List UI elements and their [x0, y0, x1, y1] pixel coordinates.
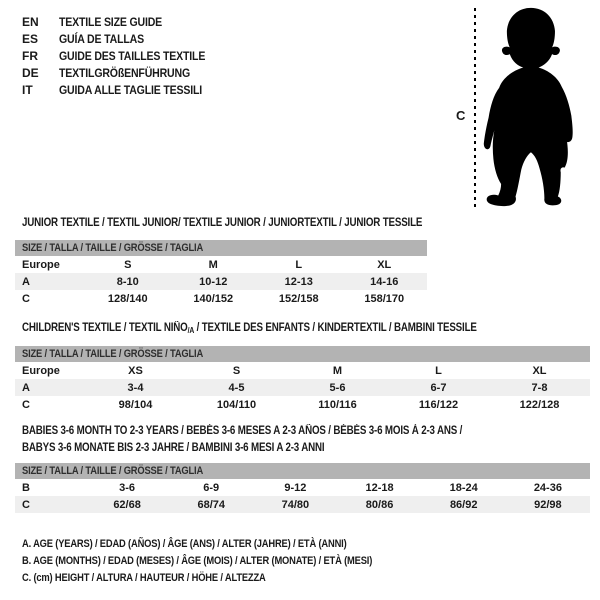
size-cell: 9-12 [284, 481, 307, 494]
size-cell: M [208, 258, 218, 271]
babies-title-line2: BABYS 3-6 MONATE BIS 2-3 JAHRE / BAMBINI 3-6 MESI A 2-3 ANNI [22, 442, 325, 454]
language-row [22, 82, 225, 99]
row-label-cell: A [15, 379, 85, 396]
language-code: DE [22, 66, 39, 80]
size-cell: 8-10 [85, 273, 171, 290]
size-cell: XL [532, 364, 547, 377]
size-cell: S [232, 364, 241, 377]
table-row [15, 290, 427, 307]
size-cell: 104/110 [216, 398, 257, 411]
size-cell: 5-6 [287, 379, 388, 396]
size-cell: 14-16 [342, 273, 428, 290]
size-cell: M [332, 364, 343, 377]
size-cell: 98/104 [118, 398, 153, 411]
height-measure-dashed-line [474, 8, 476, 207]
size-header-cell: SIZE / TALLA / TAILLE / GRÖSSE / TAGLIA [15, 463, 590, 479]
babies-title-line1: BABIES 3-6 MONTH TO 2-3 YEARS / BEBÉS 3-6 MESES A 2-3 AÑOS / BÉBÉS 3-6 MOIS À 2-3 ANS / [22, 425, 463, 437]
size-cell: 18-24 [449, 481, 478, 494]
junior-section-title: JUNIOR TEXTILE / TEXTIL JUNIOR/ TEXTILE JUNIOR / JUNIORTEXTIL / JUNIOR TESSILE [22, 217, 423, 229]
size-cell: 110/116 [318, 398, 357, 411]
note-age-months: B. AGE (MONTHS) / EDAD (MESES) / ÂGE (MOIS) / ALTER (MONATE) / ETÀ (MESI) [22, 555, 373, 567]
toddler-silhouette [480, 6, 578, 208]
language-list [22, 14, 225, 99]
language-code: IT [22, 83, 33, 97]
language-code: FR [22, 49, 38, 63]
size-cell: XL [377, 258, 392, 271]
language-row [22, 48, 225, 65]
table-row [15, 396, 590, 413]
size-cell: 10-12 [171, 273, 257, 290]
legend-notes [22, 536, 434, 587]
size-cell: 74/80 [253, 496, 337, 513]
language-label: GUIDA ALLE TAGLIE TESSILI [59, 83, 203, 97]
note-height-cm: C. (cm) HEIGHT / ALTURA / HAUTEUR / HÖHE / ALTEZZA [22, 572, 266, 584]
size-cell: 92/98 [506, 496, 590, 513]
size-cell: 6-7 [388, 379, 489, 396]
row-label-cell: C [15, 496, 85, 513]
size-cell: 3-4 [85, 379, 186, 396]
size-cell: 152/158 [278, 292, 319, 305]
size-cell: L [435, 364, 442, 377]
children-section-title: CHILDREN'S TEXTILE / TEXTIL $NIÑO_{/A}$ / TEXTILE DES ENFANTS / KINDERTEXTIL / BAMBINI TESSILE [22, 322, 477, 335]
size-cell: 158/170 [364, 292, 405, 305]
size-cell: 24-36 [533, 481, 562, 494]
row-label-cell: B [22, 481, 30, 494]
table-row [15, 379, 590, 396]
size-cell: 12-13 [256, 273, 342, 290]
row-label-cell: Europe [22, 258, 60, 271]
language-label: GUIDE DES TAILLES TEXTILE [59, 49, 206, 63]
size-cell: 62/68 [85, 496, 169, 513]
language-label: TEXTILGRÖßENFÜHRUNG [59, 66, 191, 80]
table-row [15, 256, 427, 273]
babies-section-title [22, 423, 462, 457]
row-label-cell: A [15, 273, 85, 290]
language-row [22, 65, 225, 82]
table-row [15, 273, 427, 290]
language-code: EN [22, 15, 39, 29]
size-cell: 3-6 [119, 481, 136, 494]
size-cell: 68/74 [169, 496, 253, 513]
size-cell: S [124, 258, 132, 271]
row-label-cell: Europe [22, 364, 60, 377]
language-row [22, 14, 225, 31]
size-cell: 7-8 [489, 379, 590, 396]
language-label: TEXTILE SIZE GUIDE [59, 15, 163, 29]
babies-size-table [15, 463, 590, 513]
size-cell: 140/152 [193, 292, 234, 305]
size-cell: L [295, 258, 303, 271]
size-cell: 80/86 [337, 496, 421, 513]
height-measure-label: C [456, 108, 466, 123]
size-cell: 6-9 [203, 481, 220, 494]
language-code: ES [22, 32, 39, 46]
children-size-table [15, 346, 590, 413]
size-header-cell: SIZE / TALLA / TAILLE / GRÖSSE / TAGLIA [15, 240, 427, 256]
size-cell: 86/92 [422, 496, 506, 513]
language-label: GUÍA DE TALLAS [59, 32, 144, 46]
size-header-cell: SIZE / TALLA / TAILLE / GRÖSSE / TAGLIA [15, 346, 590, 362]
row-label-cell: C [22, 398, 30, 411]
size-cell: 122/128 [519, 398, 560, 411]
row-label-cell: C [22, 292, 30, 305]
size-header-row [15, 463, 590, 479]
size-header-row [15, 346, 590, 362]
size-cell: 4-5 [186, 379, 287, 396]
table-row [15, 362, 590, 379]
size-header-row [15, 240, 427, 256]
note-age-years: A. AGE (YEARS) / EDAD (AÑOS) / ÂGE (ANS) / ALTER (JAHRE) / ETÀ (ANNI) [22, 538, 347, 550]
table-row [15, 496, 590, 513]
language-row [22, 31, 225, 48]
table-row [15, 479, 590, 496]
size-cell: 128/140 [107, 292, 148, 305]
junior-size-table [15, 240, 427, 307]
size-cell: 12-18 [365, 481, 394, 494]
size-cell: 116/122 [418, 398, 459, 411]
size-cell: XS [128, 364, 143, 377]
